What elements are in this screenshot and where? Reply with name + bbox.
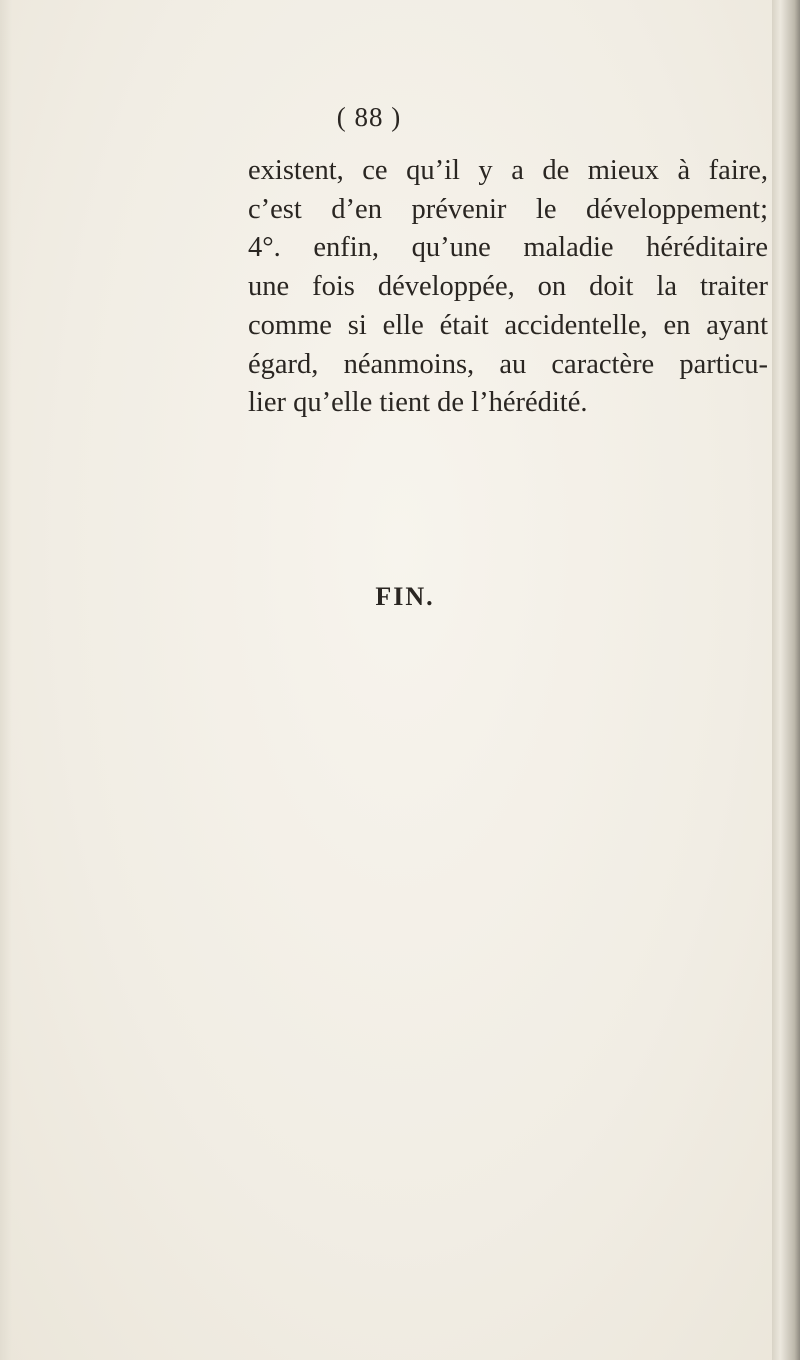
page-edge	[772, 0, 800, 1360]
page-number	[0, 102, 800, 133]
end-marker-text: FIN.	[375, 582, 435, 611]
text-line: c’est d’en prévenir le développement;	[248, 193, 768, 225]
page-number-text: ( 88 )	[336, 102, 402, 132]
end-marker	[0, 582, 800, 612]
text-line: lier qu’elle tient de l’hérédité.	[248, 387, 588, 419]
text-line: 4°. enfin, qu’une maladie héréditaire	[248, 232, 768, 264]
page-gutter-shadow	[0, 0, 12, 1360]
text-line: existent, ce qu’il y a de mieux à faire,	[248, 155, 768, 186]
body-text	[248, 152, 768, 423]
text-line: comme si elle était accidentelle, en ayant	[248, 309, 768, 341]
text-line: égard, néanmoins, au caractère particu-	[248, 348, 768, 380]
text-line: une fois développée, on doit la traiter	[248, 271, 768, 303]
